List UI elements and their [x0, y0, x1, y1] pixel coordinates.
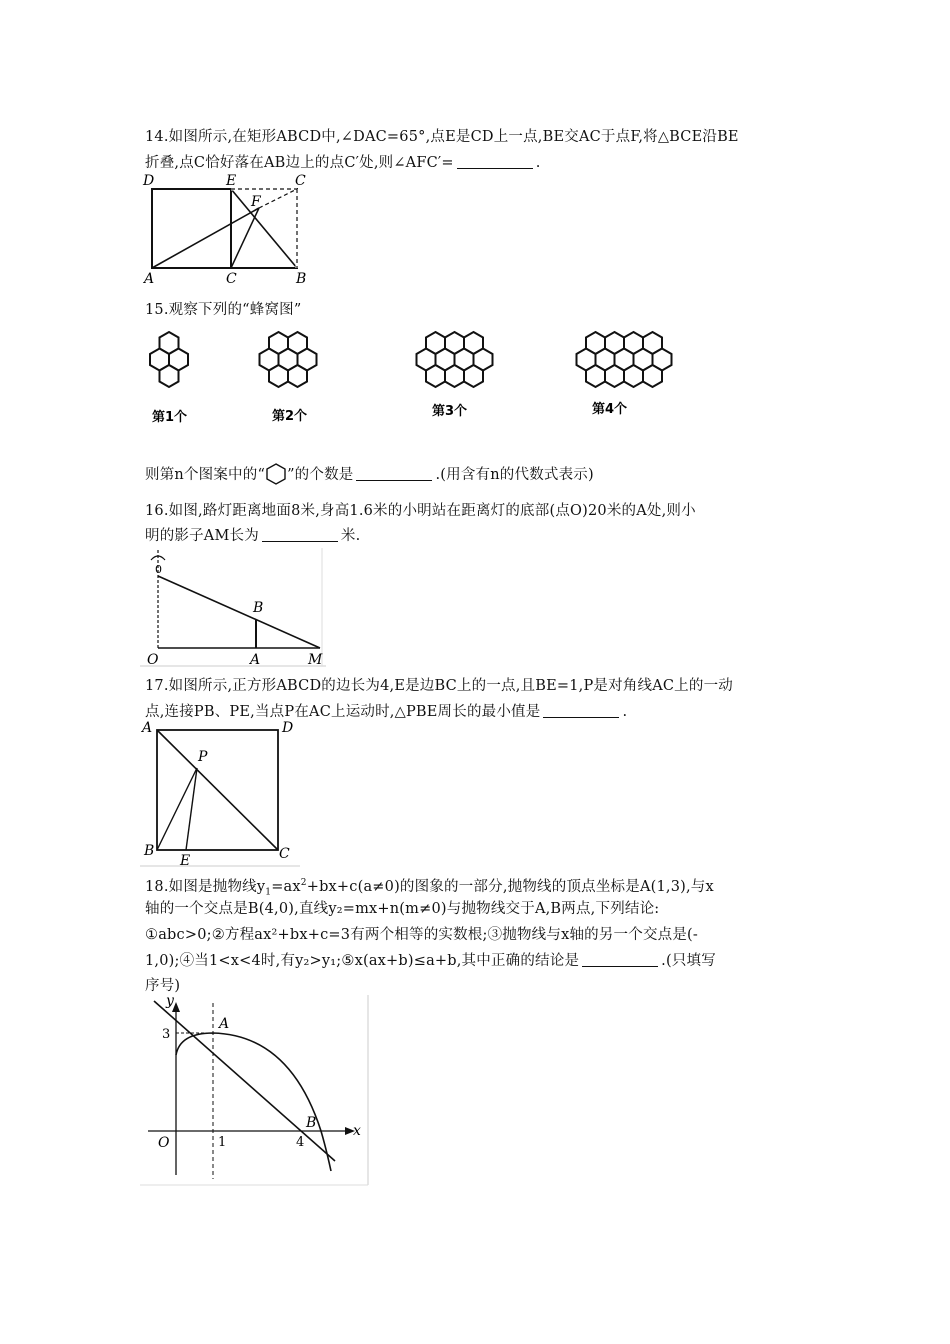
q18-line4-b: .(只填写: [661, 953, 716, 969]
q14-line2-text: 折叠,点C恰好落在AB边上的点C′处,则∠AFC′=: [145, 155, 454, 171]
q15-question-post: .(用含有n的代数式表示): [435, 467, 594, 483]
q14-label-e: E: [226, 173, 237, 189]
q18-label-o: O: [158, 1135, 170, 1151]
q17-text-line1: 17.如图所示,正方形ABCD的边长为4,E是边BC上的一点,且BE=1,P是对角线AC上的一动: [145, 678, 733, 694]
q16-figure: [140, 548, 330, 668]
q14-label-a: A: [144, 271, 155, 287]
honeycomb-caption-4: 第4个: [592, 402, 628, 417]
q17-label-a: A: [142, 720, 153, 736]
honeycomb-3: [417, 332, 493, 387]
q18-label-y: y: [166, 993, 174, 1009]
q18-text-line5: 序号): [145, 978, 181, 994]
q18-label-four: 4: [296, 1135, 305, 1150]
q14-label-b: B: [296, 271, 307, 287]
q18-label-a: A: [219, 1016, 230, 1032]
honeycomb-caption-1: 第1个: [152, 410, 188, 425]
q15-answer-blank[interactable]: [356, 466, 432, 481]
honeycomb-2: [260, 332, 317, 387]
q16-text-line1: 16.如图,路灯距离地面8米,身高1.6米的小明站在距离灯的底部(点O)20米的A处,则小: [145, 503, 696, 519]
q16-label-a: A: [250, 652, 261, 668]
q16-text-line2: [145, 526, 360, 546]
q18-line4-a: 1,0);④当1<x<4时,有y₂>y₁;⑤x(ax+b)≤a+b,其中正确的结论是: [145, 953, 580, 969]
honeycomb-4: [577, 332, 672, 387]
q16-answer-blank[interactable]: [262, 527, 338, 542]
q18-line1-a: 18.如图是抛物线y: [145, 878, 266, 895]
q17-line2-text: 点,连接PB、PE,当点P在AC上运动时,△PBE周长的最小值是: [145, 704, 541, 720]
honeycomb-caption-2: 第2个: [272, 409, 308, 424]
q14-figure: [140, 170, 315, 290]
q17-label-p: P: [198, 749, 208, 765]
q15-title: 15.观察下列的“蜂窝图”: [145, 302, 302, 318]
q17-line2-end: .: [622, 704, 628, 720]
q18-line1-sub: 1: [265, 887, 272, 898]
q18-text-line3: ①abc>0;②方程ax²+bx+c=3有两个相等的实数根;③抛物线与x轴的另一个交点是(-: [145, 927, 699, 943]
q15-honeycomb-figure: [142, 322, 677, 430]
q14-line2-end: .: [535, 155, 541, 171]
q16-label-m: M: [308, 652, 323, 668]
q17-label-e: E: [180, 853, 191, 869]
q18-text-line2: 轴的一个交点是B(4,0),直线y₂=mx+n(m≠0)与抛物线交于A,B两点,下列结论:: [145, 901, 660, 917]
q17-figure: [140, 718, 315, 868]
q14-label-c-bottom: C: [226, 271, 237, 287]
q18-figure: [140, 993, 375, 1188]
q16-label-o: O: [147, 652, 159, 668]
q17-label-c: C: [279, 846, 290, 862]
q16-line2-end: 米.: [340, 528, 361, 544]
q18-label-one: 1: [218, 1135, 227, 1150]
q18-label-b: B: [306, 1115, 317, 1131]
q14-text-line1: 14.如图所示,在矩形ABCD中,∠DAC=65°,点E是CD上一点,BE交AC于点F,将△BCE沿BE: [145, 129, 739, 145]
q18-label-three: 3: [162, 1027, 171, 1042]
q15-question-mid: ”的个数是: [287, 467, 354, 483]
q18-label-x: x: [353, 1123, 361, 1139]
q14-label-d: D: [143, 173, 155, 189]
q14-label-f: F: [251, 194, 261, 210]
q18-answer-blank[interactable]: [582, 952, 658, 967]
hexagon-icon: [265, 462, 287, 486]
q14-answer-blank[interactable]: [457, 154, 533, 169]
q15-question-pre: 则第n个图案中的“: [145, 467, 266, 483]
q16-line2-text: 明的影子AM长为: [145, 528, 259, 544]
q18-text-line4: [145, 951, 716, 971]
q17-label-b: B: [144, 843, 155, 859]
q17-label-d: D: [282, 720, 294, 736]
q17-answer-blank[interactable]: [543, 703, 619, 718]
honeycomb-caption-3: 第3个: [432, 404, 468, 419]
q14-label-c-top: C: [295, 173, 306, 189]
honeycomb-1: [150, 332, 188, 387]
q18-line1-c: =ax: [271, 878, 301, 895]
q16-label-b: B: [253, 600, 264, 616]
q18-line1-e: +bx+c(a≠0)的图象的一部分,抛物线的顶点坐标是A(1,3),与x: [306, 878, 714, 895]
q18-line1-sup: 2: [300, 878, 307, 888]
q15-question: [145, 462, 594, 486]
q16-label-lamp: 0: [155, 563, 162, 576]
